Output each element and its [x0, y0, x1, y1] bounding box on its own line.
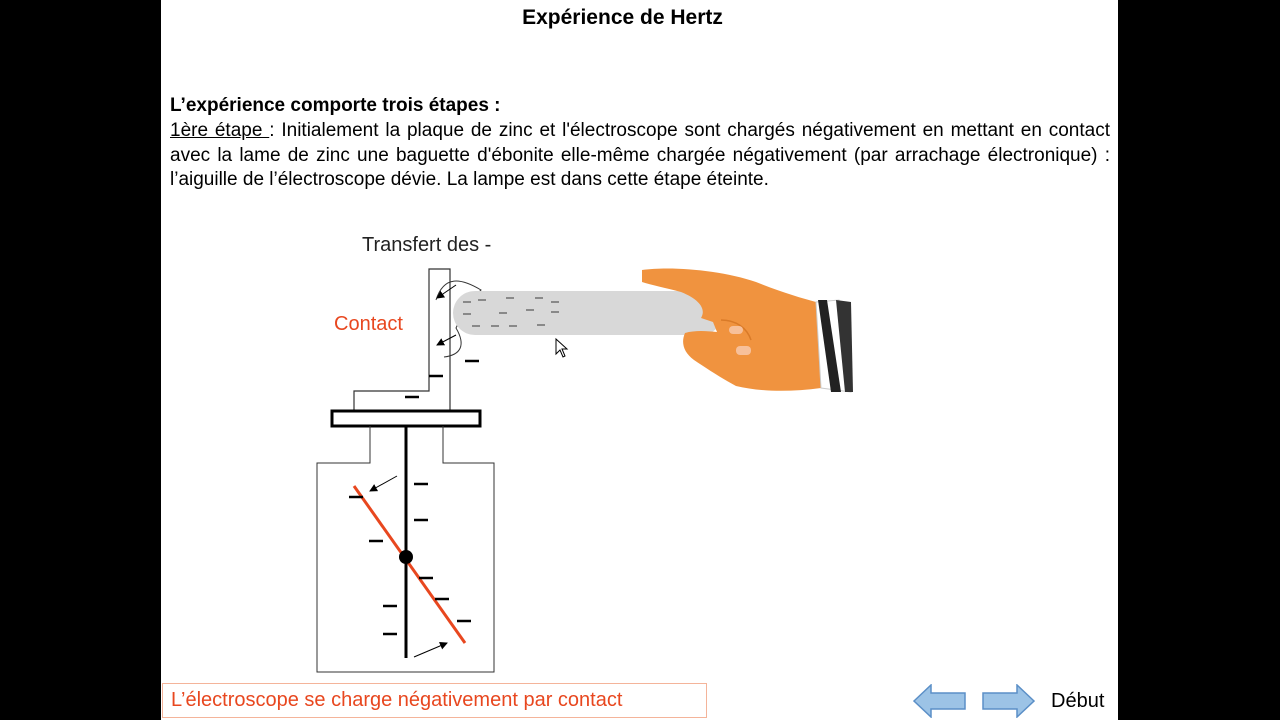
step1-text: : Initialement la plaque de zinc et l'électroscope sont chargés négativement en mettant en contact avec la lame de zinc une baguette d'ébonite elle-même chargée négativement (par arrachage électronique) : l’aiguille de l’électroscope dévie. La lampe est dans cette étape éteinte.: [170, 120, 1110, 190]
charge-arrow: [437, 335, 456, 345]
intro-heading: L’expérience comporte trois étapes :: [170, 95, 501, 116]
transfer-label: Transfert des -: [362, 234, 492, 256]
caption-text: L’électroscope se charge négativement par contact: [171, 689, 623, 711]
electroscope-needle: [354, 486, 465, 643]
previous-slide-button[interactable]: [913, 684, 967, 718]
needle-arrow: [414, 643, 447, 657]
needle-arrow: [370, 476, 397, 491]
needle-pivot: [399, 550, 413, 564]
debut-link[interactable]: Début: [1051, 690, 1105, 712]
electroscope-disc: [332, 411, 480, 426]
arrow-left-icon: [913, 684, 967, 718]
ebonite-rod: [453, 291, 723, 335]
arrow-right-icon: [981, 684, 1035, 718]
slide-title: Expérience de Hertz: [522, 6, 723, 29]
next-slide-button[interactable]: [981, 684, 1035, 718]
slide: [161, 0, 1118, 720]
zinc-plate: [354, 269, 450, 411]
step1-label: 1ère étape: [170, 120, 270, 141]
caption-box: [162, 683, 707, 718]
electroscope-diagram: [161, 0, 1118, 720]
mouse-cursor-icon: [556, 339, 567, 357]
contact-label: Contact: [334, 313, 403, 335]
